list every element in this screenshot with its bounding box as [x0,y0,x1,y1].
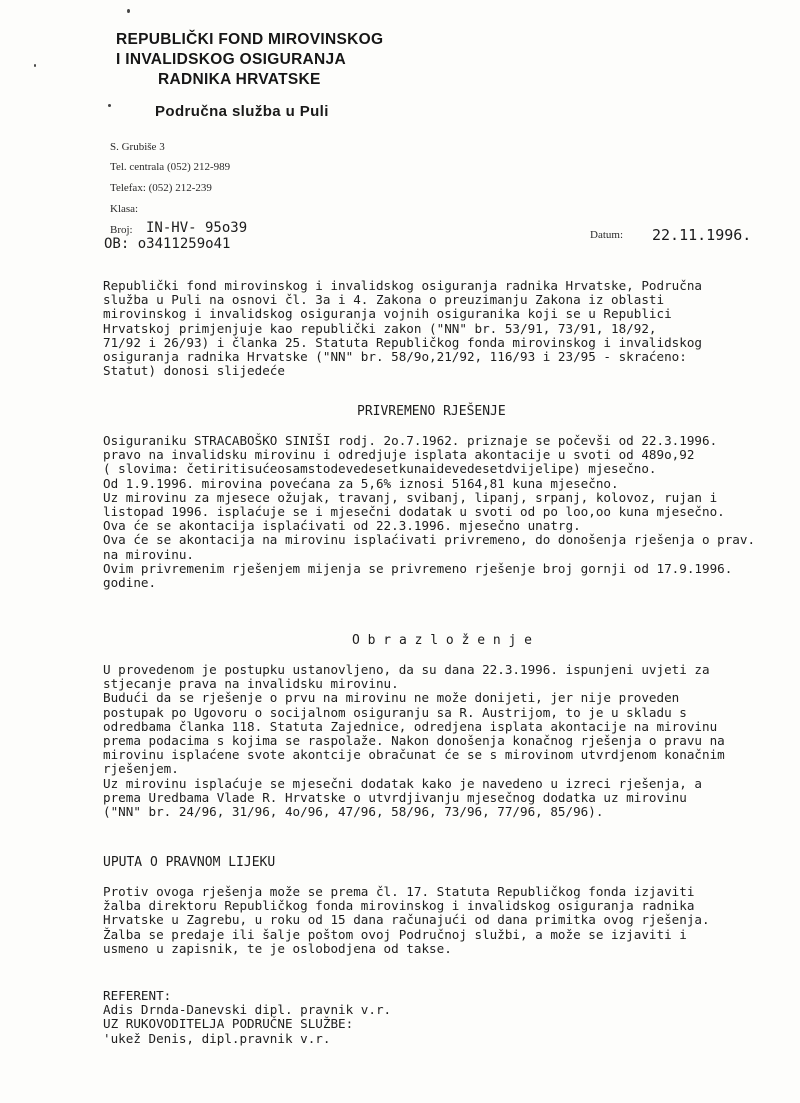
fax: Telefax: (052) 212-239 [110,182,212,194]
letterhead [110,30,410,90]
letterhead-line-3: RADNIKA HRVATSKE [158,71,321,88]
reasoning-line: odredbama članka 118. Statuta Zajednice, odredjena isplata akontacije na mirovinu [103,718,718,734]
remedy-title: UPUTA O PRAVNOM LIJEKU [103,855,276,870]
remedy-line: usmeno u zapisnik, te je oslobodjena od takse. [103,940,452,956]
scan-speck [108,104,111,107]
decision-line: Ova će se akontacija na mirovinu isplaćivati privremeno, do donošenja rješenja o prav. [103,532,756,548]
decision-title: PRIVREMENO RJEŠENJE [357,404,506,419]
letterhead-line-2: I INVALIDSKOG OSIGURANJA [116,51,346,68]
letterhead-line-1: REPUBLIČKI FOND MIROVINSKOG [116,31,384,48]
signature-line: UZ RUKOVODITELJA PODRUČNE SLUŽBE: [103,1016,354,1032]
remedy-line: žalba direktoru Republičkog fonda mirovinskog i invalidskog osiguranja radnika [103,898,695,914]
remedy-line: Hrvatske u Zagrebu, u roku od 15 dana računajući od dana primitka ovog rješenja. [103,912,710,928]
reasoning-line: prema podacima s kojima se raspolaže. Nakon donošenja konačnog rješenja o pravu na [103,733,725,749]
intro-line: služba u Puli na osnovi čl. 3a i 4. Zakona o preuzimanju Zakona iz oblasti [103,292,665,308]
ob-number: OB: o3411259o41 [104,236,231,252]
intro-line: Statut) donosi slijedeće [103,363,285,379]
reasoning-line: stjecanje prava na invalidsku mirovinu. [103,676,399,692]
broj-value: IN-HV- 95o39 [146,220,248,236]
scan-speck [34,64,36,67]
decision-line: ( slovima: četiritisućeosamstodevedesetkunaidevedesetdvijelipe) mjesečno. [103,461,657,477]
intro-line: 71/92 i 26/93) i članka 25. Statuta Republičkog fonda mirovinskog i invalidskog [103,334,702,350]
decision-line: pravo na invalidsku mirovinu i odredjuje isplata akontacije u svoti od 489o,92 [103,447,695,463]
date-value: 22.11.1996. [652,226,752,244]
klasa-label: Klasa: [110,203,139,215]
intro-line: mirovinskog i invalidskog osiguranja vojnih osiguranika koji se u Republici [103,306,672,322]
remedy-line: Žalba se predaje ili šalje poštom ovoj Područnoj službi, a može se izjaviti i [103,926,687,942]
intro-line: Hrvatskoj primjenjuje kao republički zakon ("NN" br. 53/91, 73/91, 18/92, [103,320,657,336]
decision-line: godine. [103,575,157,591]
decision-line: listopad 1996. isplaćuje se i mjesečni dodatak u svoti od po loo,oo kuna mjesečno. [103,504,725,520]
signature-line: REFERENT: [103,988,172,1003]
decision-line: Uz mirovinu za mjesece ožujak, travanj, svibanj, lipanj, srpanj, kolovoz, rujan i [103,489,718,505]
intro-paragraph [103,279,793,378]
decision-line: na mirovinu. [103,546,194,562]
reasoning-line: Budući da se rješenje o prvu na mirovinu ne može donijeti, jer nije proveden [103,690,680,706]
intro-line: Republički fond mirovinskog i invalidskog osiguranja radnika Hrvatske, Područna [103,278,702,293]
signature-line: 'ukež Denis, dipl.pravnik v.r. [103,1030,331,1046]
address: S. Grubiše 3 [110,141,165,153]
decision-line: Ova će se akontacija isplaćivati od 22.3.1996. mjesečno unatrg. [103,518,581,534]
reasoning-line: ("NN" br. 24/96, 31/96, 4o/96, 47/96, 58/96, 73/96, 77/96, 85/96). [103,804,604,820]
reasoning-line: postupak po Ugovoru o socijalnom osiguranju sa R. Austrijom, to je u skladu s [103,704,687,720]
reasoning-line: mirovinu isplaćene svote akontcije obračunat će se s mirovinom utvrdjenom konačnim [103,747,725,763]
scan-speck [127,9,130,13]
broj-label: Broj: [110,224,133,236]
reasoning-line: Uz mirovinu isplaćuje se mjesečni dodatak kako je navedeno u izreci rješenja, a [103,775,702,791]
reasoning-line: prema Uredbama Vlade R. Hrvatske o utvrdjivanju mjesečnog dodatka uz mirovinu [103,789,687,805]
intro-line: osiguranja radnika Hrvatske ("NN" br. 58/9o,21/92, 116/93 i 23/95 - skraćeno: [103,349,687,365]
decision-paragraph [103,434,793,590]
phone: Tel. centrala (052) 212-989 [110,161,231,173]
office-name: Područna služba u Puli [155,103,329,120]
reasoning-paragraph [103,663,793,819]
reasoning-title: O b r a z l o ž e n j e [352,633,533,648]
reasoning-line: U provedenom je postupku ustanovljeno, da su dana 22.3.1996. ispunjeni uvjeti za [103,662,710,677]
remedy-line: Protiv ovoga rješenja može se prema čl. 17. Statuta Republičkog fonda izjaviti [103,884,695,899]
reasoning-line: rješenjem. [103,761,179,777]
remedy-paragraph [103,885,793,956]
date-label: Datum: [590,229,623,241]
decision-line: Od 1.9.1996. mirovina povećana za 5,6% iznosi 5164,81 kuna mjesečno. [103,475,619,491]
decision-line: Osiguraniku STRACABOŠKO SINIŠI rodj. 2o.7.1962. priznaje se počevši od 22.3.1996. [103,433,718,448]
decision-line: Ovim privremenim rješenjem mijenja se privremeno rješenje broj gornji od 17.9.1996. [103,560,733,576]
signature-line: Adis Drnda-Danevski dipl. pravnik v.r. [103,1002,392,1018]
signature-block [103,989,793,1046]
